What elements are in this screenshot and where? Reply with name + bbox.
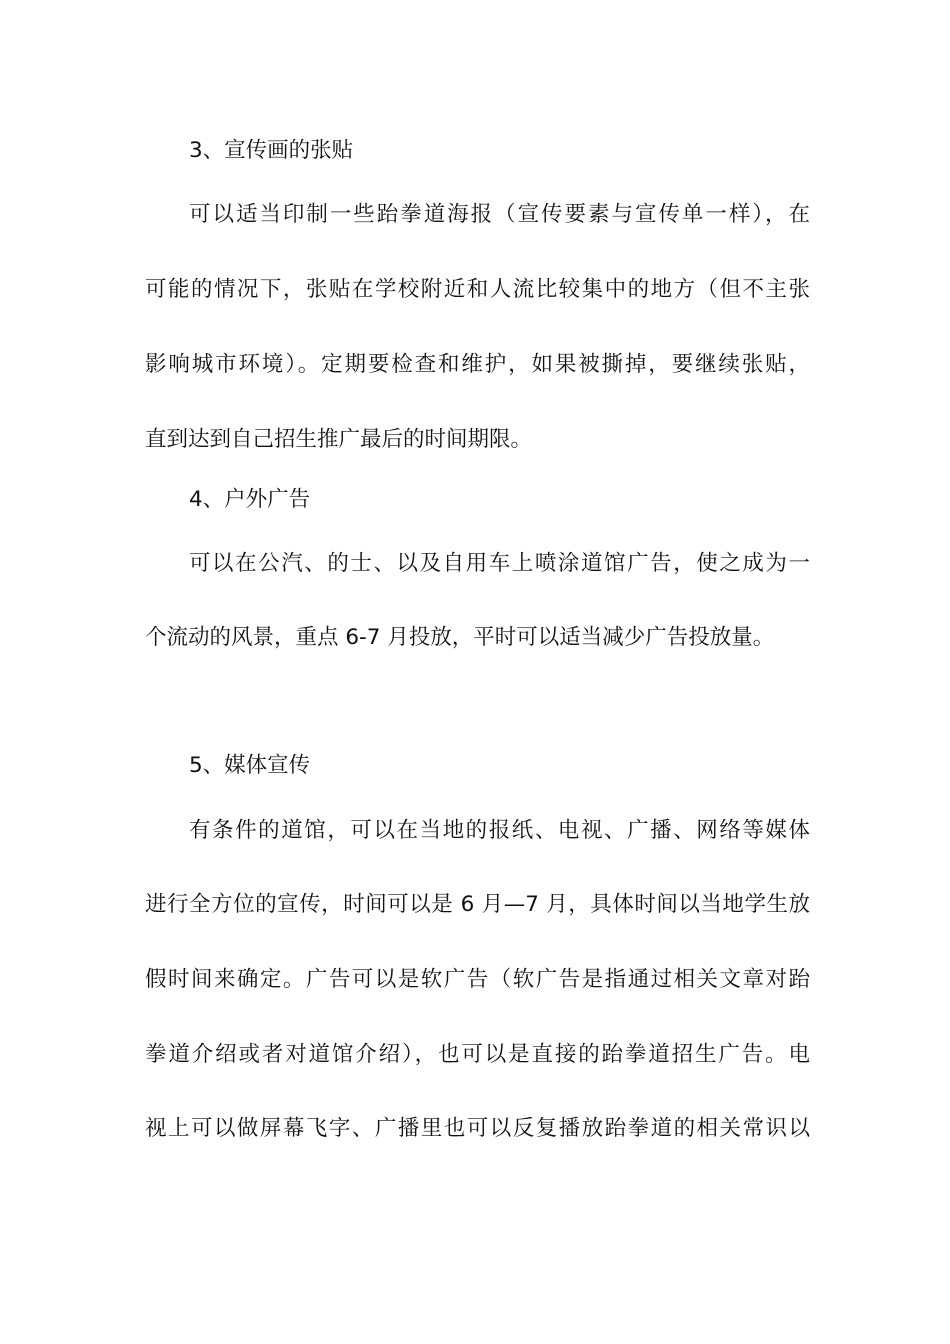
paragraph-line: 可以适当印制一些跆拳道海报（宣传要素与宣传单一样），在 [189,202,810,227]
paragraph-line: 有条件的道馆，可以在当地的报纸、电视、广播、网络等媒体 [189,818,810,843]
paragraph-line: 假时间来确定。广告可以是软广告（软广告是指通过相关文章对跆 [145,967,810,992]
paragraph-line: 个流动的风景，重点 6-7 月投放，平时可以适当减少广告投放量。 [145,625,775,650]
paragraph-line: 直到达到自己招生推广最后的时间期限。 [145,427,533,452]
paragraph-line: 进行全方位的宣传，时间可以是 6 月—7 月，具体时间以当地学生放 [145,892,810,917]
paragraph-line: 可能的情况下，张贴在学校附近和人流比较集中的地方（但不主张 [145,277,810,302]
paragraph-line: 拳道介绍或者对道馆介绍），也可以是直接的跆拳道招生广告。电 [145,1042,810,1067]
paragraph-line: 视上可以做屏幕飞字、广播里也可以反复播放跆拳道的相关常识以 [145,1116,810,1141]
section-heading: 3、宣传画的张贴 [189,138,354,163]
section-heading: 4、户外广告 [189,487,311,512]
section-heading: 5、媒体宣传 [189,753,311,778]
paragraph-line: 影响城市环境）。定期要检查和维护，如果被撕掉，要继续张贴， [145,352,810,377]
paragraph-line: 可以在公汽、的士、以及自用车上喷涂道馆广告，使之成为一 [189,551,810,576]
